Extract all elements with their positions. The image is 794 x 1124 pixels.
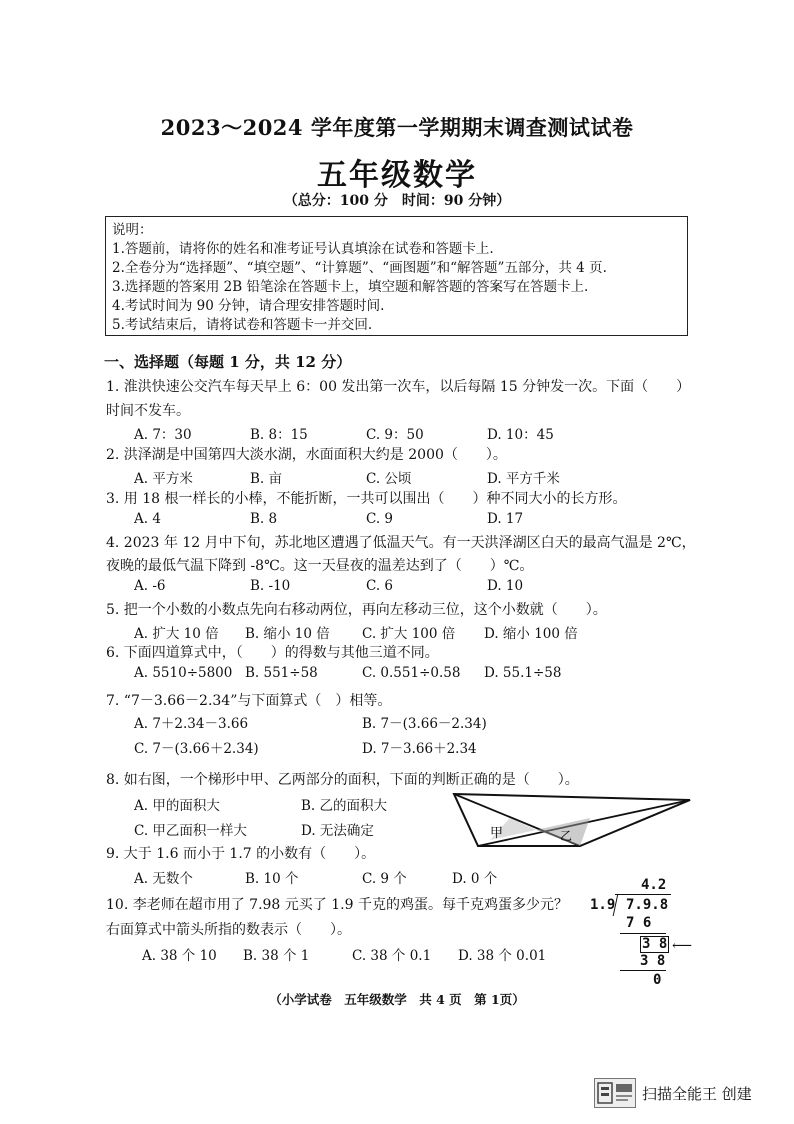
question-3-option-b: B. 8 <box>250 511 278 527</box>
question-9-option-c: C. 9 个 <box>362 871 407 887</box>
question-9-option-b: B. 10 个 <box>245 871 299 887</box>
question-3-option-a: A. 4 <box>134 511 161 527</box>
division-step-1: 7 6 <box>626 915 652 931</box>
division-quotient: 4.2 <box>641 877 667 893</box>
label-yi: 乙 <box>560 829 573 843</box>
question-8-text: 8. 如右图，一个梯形中甲、乙两部分的面积，下面的判断正确的是（ ）。 <box>106 772 579 788</box>
question-1-option-b: B. 8：15 <box>250 427 308 443</box>
question-9-option-a: A. 无数个 <box>134 871 193 887</box>
question-7-option-c: C. 7－(3.66＋2.34) <box>134 741 259 757</box>
question-5-option-d: D. 缩小 100 倍 <box>484 626 578 642</box>
question-2-option-b: B. 亩 <box>250 471 283 487</box>
question-2-option-c: C. 公顷 <box>366 471 412 487</box>
question-3-text: 3. 用 18 根一样长的小棒，不能折断，一共可以围出（ ）种不同大小的长方形。 <box>106 491 627 507</box>
question-7-option-d: D. 7－3.66＋2.34 <box>362 741 477 757</box>
question-5-option-b: B. 缩小 10 倍 <box>245 626 330 642</box>
question-2-option-a: A. 平方米 <box>134 471 193 487</box>
exam-title: 2023～2024 学年度第一学期期末调查测试试卷 <box>160 115 634 140</box>
question-2-option-d: D. 平方千米 <box>487 471 560 487</box>
instructions-box <box>105 216 688 336</box>
question-7-option-a: A. 7＋2.34－3.66 <box>134 716 249 732</box>
question-6-option-b: B. 551÷58 <box>245 665 318 681</box>
instruction-item: 5.考试结束后，请将试卷和答题卡一并交回. <box>112 317 373 333</box>
question-10-text: 10. 李老师在超市用了 7.98 元买了 1.9 千克的鸡蛋。每千克鸡蛋多少元？ <box>106 897 568 913</box>
division-step-3: 3 8 <box>640 953 666 969</box>
question-10-text-cont: 右面算式中箭头所指的数表示（ ）。 <box>106 922 351 938</box>
question-5-option-a: A. 扩大 10 倍 <box>134 626 219 642</box>
question-1-option-c: C. 9：50 <box>366 427 424 443</box>
question-5-text: 5. 把一个小数的小数点先向右移动两位，再向左移动三位，这个小数就（ ）。 <box>106 602 607 618</box>
question-10-option-d: D. 38 个 0.01 <box>458 948 547 964</box>
question-10-option-a: A. 38 个 10 <box>142 948 217 964</box>
question-8-option-c: C. 甲乙面积一样大 <box>134 823 247 839</box>
question-4-option-d: D. 10 <box>487 578 524 594</box>
division-bar <box>615 894 671 895</box>
question-4-option-b: B. -10 <box>250 578 291 594</box>
instruction-item: 2.全卷分为“选择题”、“填空题”、“计算题”、“画图题”和“解答题”五部分，共 4 页. <box>112 260 607 276</box>
question-8-option-a: A. 甲的面积大 <box>134 798 220 814</box>
page-footer: （小学试卷 五年级数学 共 4 页 第 1页） <box>269 992 525 1007</box>
division-dividend: 7.9.8 <box>626 897 669 913</box>
question-6-text: 6. 下面四道算式中，（ ）的得数与其他三道不同。 <box>106 645 439 661</box>
question-3-option-c: C. 9 <box>366 511 394 527</box>
question-4-option-c: C. 6 <box>366 578 394 594</box>
instruction-item: 1.答题前，请将你的姓名和准考证号认真填涂在试卷和答题卡上. <box>112 241 494 257</box>
question-6-option-d: D. 55.1÷58 <box>484 665 562 681</box>
division-step-2: 3 8 <box>642 936 668 952</box>
scanner-watermark-text: 扫描全能王 创建 <box>642 1085 752 1103</box>
instruction-item: 3.选择题的答案用 2B 铅笔涂在答题卡上，填空题和解答题的答案写在答题卡上. <box>112 279 589 295</box>
question-1-option-d: D. 10：45 <box>487 427 554 443</box>
instructions-title: 说明： <box>112 222 153 238</box>
question-5-option-c: C. 扩大 100 倍 <box>362 626 456 642</box>
question-7-option-b: B. 7－(3.66－2.34) <box>362 716 487 732</box>
scanner-logo-icon <box>594 1078 636 1108</box>
instruction-item: 4.考试时间为 90 分钟，请合理安排答题时间. <box>112 298 385 314</box>
question-8-option-b: B. 乙的面积大 <box>301 798 388 814</box>
section-title: 一、选择题（每题 1 分，共 12 分） <box>104 353 352 371</box>
question-6-option-c: C. 0.551÷0.58 <box>362 665 461 681</box>
question-9-text: 9. 大于 1.6 而小于 1.7 的小数有（ ）。 <box>106 846 376 862</box>
question-10-option-b: B. 38 个 1 <box>243 948 310 964</box>
question-2-text: 2. 洪泽湖是中国第四大淡水湖，水面面积大约是 2000（ ）。 <box>106 447 507 463</box>
question-7-text: 7. “7－3.66－2.34”与下面算式（ ）相等。 <box>106 693 392 709</box>
arrow-left-icon: ⟵ <box>672 938 693 954</box>
question-1-option-a: A. 7：30 <box>134 427 192 443</box>
question-3-option-d: D. 17 <box>487 511 524 527</box>
question-4-text: 4. 2023 年 12 月中下旬，苏北地区遭遇了低温天气。有一天洪泽湖区白天的最高气温是 2℃， <box>106 535 696 551</box>
division-remainder: 0 <box>653 972 662 988</box>
label-jia: 甲 <box>490 826 504 841</box>
subject-title: 五年级数学 <box>317 158 477 193</box>
question-1-text-cont: 时间不发车。 <box>106 403 190 419</box>
question-4-text-cont: 夜晚的最低气温下降到 -8℃。这一天昼夜的温差达到了（ ）℃。 <box>106 558 534 574</box>
score-time-info: （总分：100 分 时间：90 分钟） <box>283 193 511 209</box>
question-1-text: 1. 淮洪快速公交汽车每天早上 6：00 发出第一次车，以后每隔 15 分钟发一次。下面（ ） <box>106 379 691 395</box>
question-9-option-d: D. 0 个 <box>452 871 498 887</box>
trapezoid-figure <box>450 790 695 852</box>
division-divisor: 1.9 <box>590 897 616 913</box>
question-10-option-c: C. 38 个 0.1 <box>352 948 432 964</box>
question-8-option-d: D. 无法确定 <box>301 823 374 839</box>
question-4-option-a: A. -6 <box>134 578 166 594</box>
question-6-option-a: A. 5510÷5800 <box>134 665 233 681</box>
division-line-2 <box>620 970 666 971</box>
division-line-1 <box>620 933 666 934</box>
